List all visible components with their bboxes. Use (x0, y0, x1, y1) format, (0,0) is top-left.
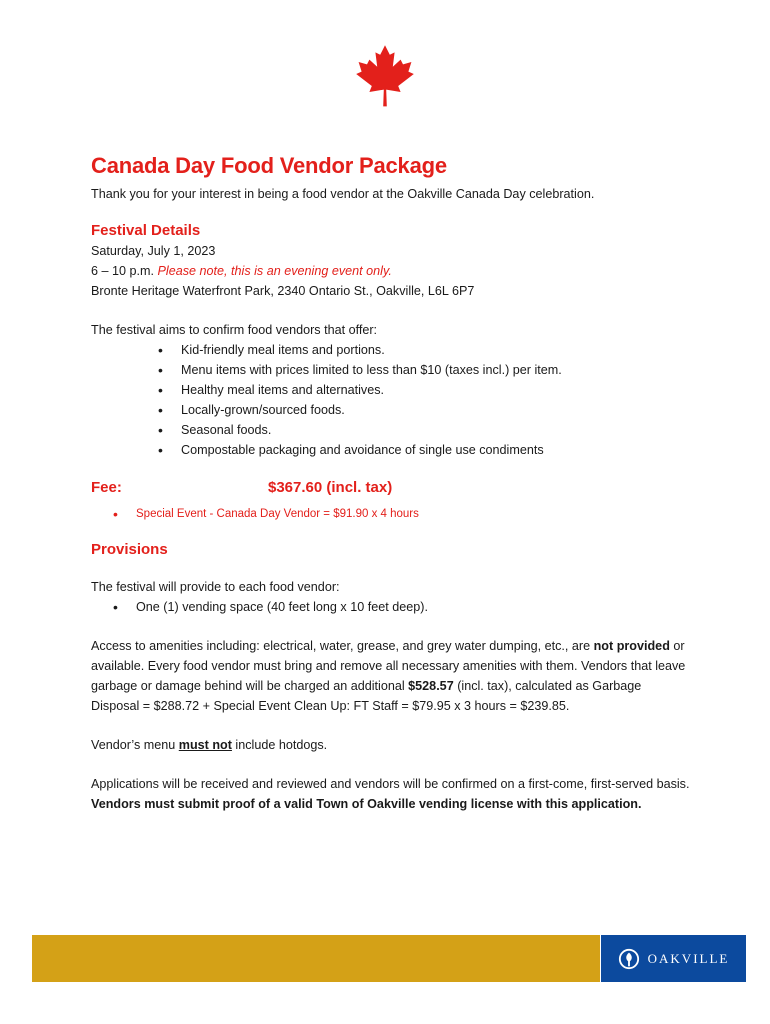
fee-row (91, 478, 691, 500)
amenities-provided: provided (616, 639, 670, 653)
amenities-not: not (593, 639, 614, 653)
menu-text-2: include hotdogs. (231, 738, 328, 752)
applications-paragraph (91, 774, 691, 814)
list-item: • Seasonal foods. (91, 420, 691, 440)
menu-paragraph (91, 735, 691, 755)
festival-location: Bronte Heritage Waterfront Park, 2340 Ontario St., Oakville, L6L 6P7 (91, 284, 475, 298)
fee-amount: $367.60 (incl. tax) (268, 479, 393, 496)
oakville-logo (601, 935, 746, 982)
festival-time-line (91, 261, 691, 281)
amenities-amount: $528.57 (408, 679, 454, 693)
festival-time-note: Please note, this is an evening event only. (157, 264, 392, 278)
list-item: • One (1) vending space (40 feet long x 10 feet deep). (91, 597, 691, 617)
list-item: • Kid-friendly meal items and portions. (91, 340, 691, 360)
amenities-text-3: (incl. tax), calculated as Garbage Disposal = $288.72 + Special Event Clean Up: FT Staff = $79.95 x 3 hours = $239.85. (91, 679, 642, 713)
maple-leaf-icon (355, 44, 415, 110)
footer-bar (32, 935, 600, 982)
oakville-logo-text: OAKVILLE (647, 950, 730, 966)
festival-time: 6 – 10 p.m. (91, 264, 155, 278)
applications-requirement: Vendors must submit proof of a valid Town of Oakville vending license with this application. (91, 797, 642, 811)
provisions-heading: Provisions (91, 541, 168, 558)
menu-must-not: must not (178, 738, 232, 752)
list-item: • Compostable packaging and avoidance of single use condiments (91, 440, 691, 460)
document-body (91, 152, 691, 814)
page-title: Canada Day Food Vendor Package (91, 153, 447, 178)
oakville-tree-icon (618, 948, 640, 970)
aims-intro: The festival aims to confirm food vendors that offer: (91, 323, 378, 337)
list-item: • Menu items with prices limited to less than $10 (taxes incl.) per item. (91, 360, 691, 380)
festival-details-heading: Festival Details (91, 222, 201, 239)
festival-date: Saturday, July 1, 2023 (91, 244, 216, 258)
fee-label: Fee: (91, 479, 122, 496)
amenities-text-1: Access to amenities including: electrical, water, grease, and grey water dumping, etc., are (91, 639, 594, 653)
menu-text-1: Vendor’s menu (91, 738, 179, 752)
list-item: • Locally-grown/sourced foods. (91, 400, 691, 420)
amenities-paragraph (91, 636, 691, 716)
provisions-intro: The festival will provide to each food vendor: (91, 580, 340, 594)
aims-list (91, 340, 691, 460)
amenities-text-2: or available. Every food vendor must bring and remove all necessary amenities with them. Vendors that leave garbage or damage behind will be charged an additional (91, 639, 686, 693)
provisions-list (91, 597, 691, 617)
list-item: • Healthy meal items and alternatives. (91, 380, 691, 400)
intro-text: Thank you for your interest in being a food vendor at the Oakville Canada Day celebration. (91, 187, 595, 201)
fee-breakdown: • Special Event - Canada Day Vendor = $91.90 x 4 hours (91, 504, 691, 524)
applications-text: Applications will be received and reviewed and vendors will be confirmed on a first-come, first-served basis. (91, 777, 690, 791)
